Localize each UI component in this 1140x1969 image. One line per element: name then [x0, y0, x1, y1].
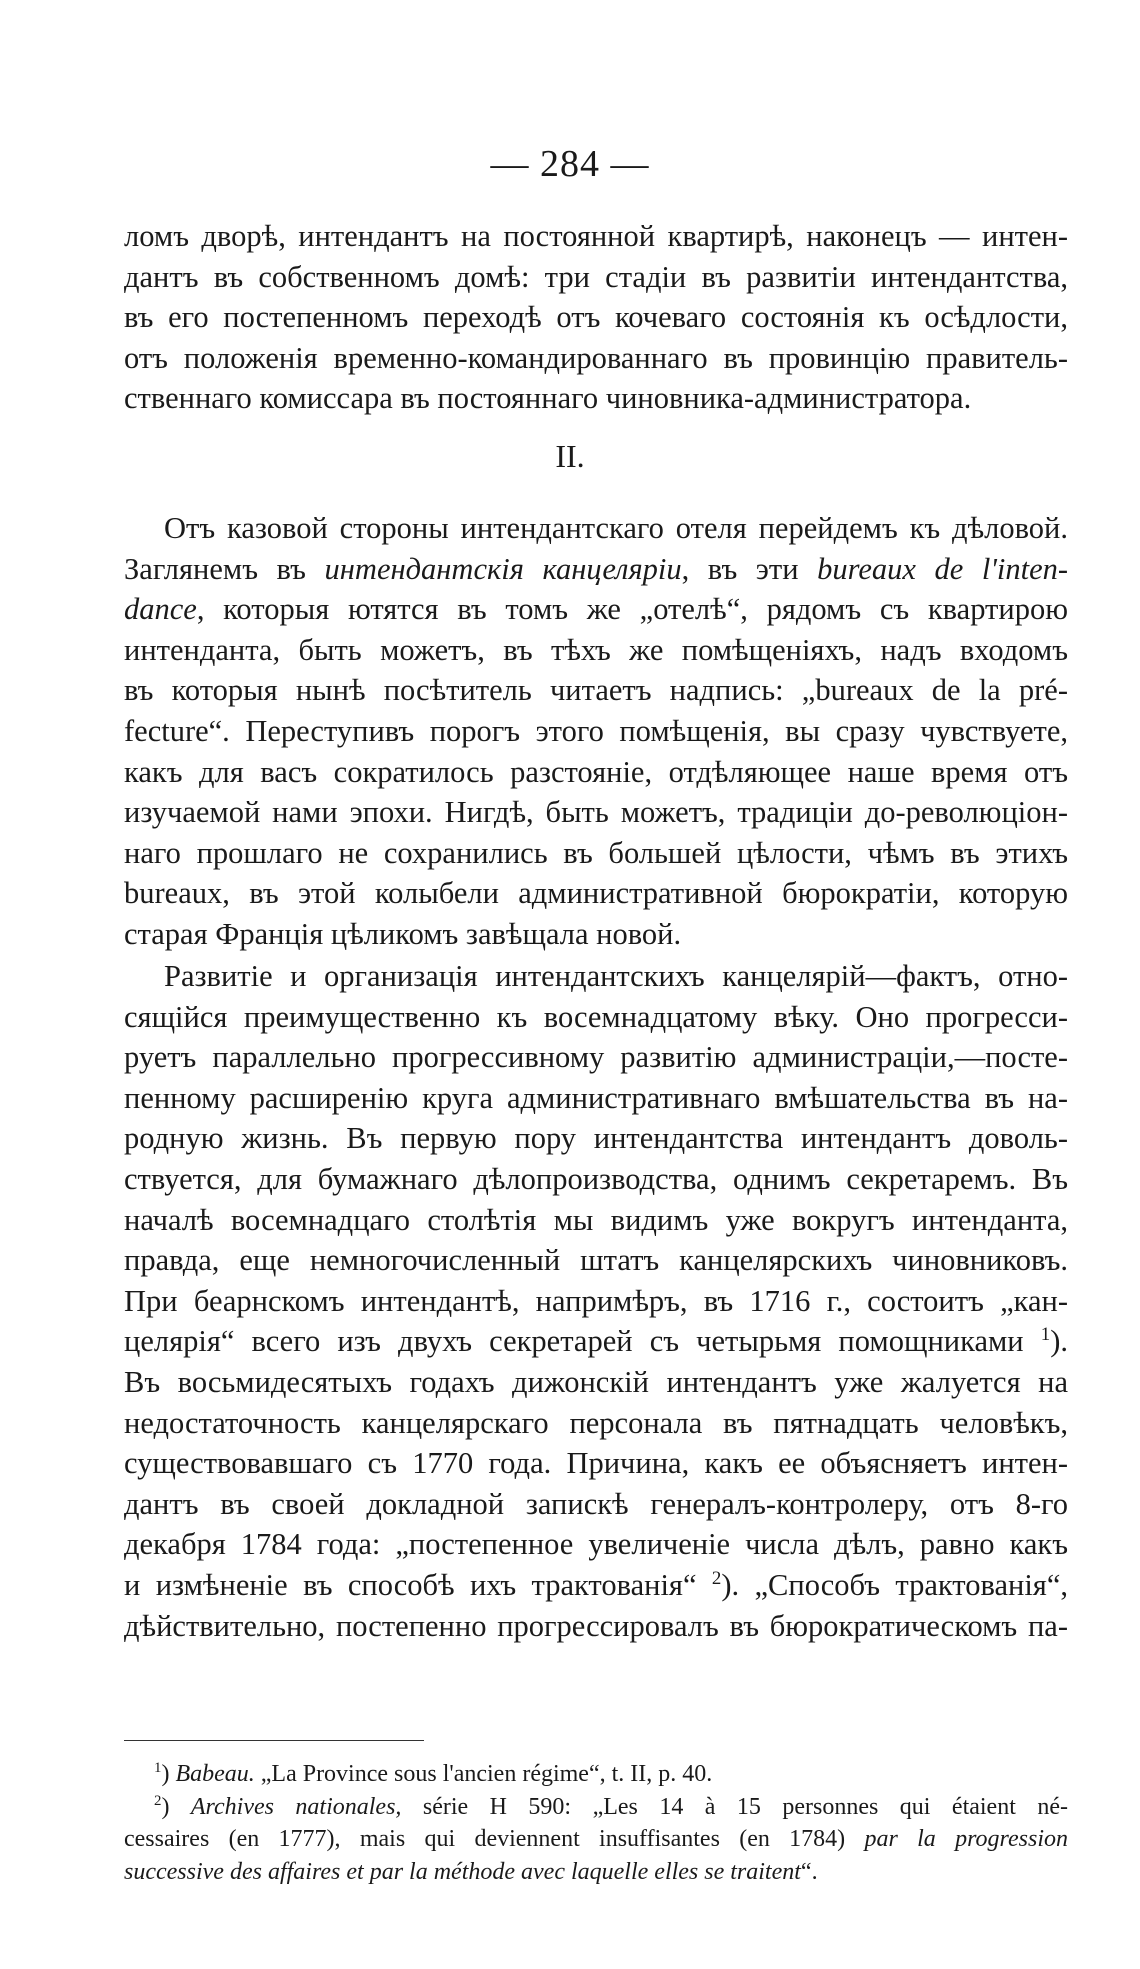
footnote-divider: [124, 1740, 424, 1741]
text-line: ственнаго комиссара въ постояннаго чиновника-администратора.: [124, 381, 972, 416]
text-line: старая Франція цѣликомъ завѣщала новой.: [124, 916, 682, 951]
text-line: началѣ восемнадцаго столѣтія мы видимъ уже вокругъ интенданта,: [124, 1202, 1068, 1237]
text-line: ломъ дворѣ, интендантъ на постоянной квартирѣ, наконецъ — интен-: [124, 219, 1068, 253]
text-line: руетъ параллельно прогрессивному развитію администраціи,—посте-: [124, 1040, 1068, 1075]
text-line: какъ для васъ сократилось разстояніе, отдѣляющее наше время отъ: [124, 754, 1068, 789]
text-line: ствуется, для бумажнаго дѣлопроизводства, однимъ секретаремъ. Въ: [124, 1161, 1068, 1196]
text-line: недостаточность канцелярскаго персонала въ пятнадцать человѣкъ,: [124, 1405, 1068, 1440]
text-line: существовавшаго съ 1770 года. Причина, какъ ее объясняетъ интен-: [124, 1446, 1068, 1481]
text-line: изучаемой нами эпохи. Нигдѣ, быть можетъ, традиціи до-революціон-: [124, 795, 1068, 830]
text-line: Развитіе и организація интендантскихъ канцелярій—фактъ, отно-: [164, 959, 1068, 993]
text-line: Въ восьмидесятыхъ годахъ дижонскій интендантъ уже жалуется на: [124, 1364, 1068, 1399]
footnote-author: Babeau.: [175, 1761, 255, 1787]
section-heading: II.: [555, 438, 585, 474]
text-line: правда, еще немногочисленный штатъ канцелярскихъ чиновниковъ.: [124, 1243, 1068, 1278]
text-line: и измѣненіе въ способѣ ихъ трактованія“ $^2$). „Способъ трактованія“,: [124, 1567, 1068, 1602]
page-number: — 284 —: [490, 143, 650, 185]
paragraph-2: [124, 508, 1068, 955]
footnote-ref: 1: [1040, 1324, 1051, 1346]
text-line: Отъ казовой стороны интендантскаго отеля перейдемъ къ дѣловой.: [164, 511, 1068, 545]
footnotes: [124, 1758, 1068, 1888]
text-line: При беарнскомъ интендантѣ, напримѣръ, въ 1716 г., состоитъ „кан-: [124, 1283, 1068, 1318]
italic-term: dance: [124, 592, 197, 627]
footnote-mark: 2: [154, 1792, 162, 1809]
text-line: декабря 1784 года: „постепенное увеличеніе числа дѣлъ, равно какъ: [124, 1527, 1068, 1562]
text-line: дѣйствительно, постепенно прогрессировалъ въ бюрократическомъ па-: [124, 1608, 1068, 1643]
text-line: отъ положенія временно-командированнаго въ провинцію правитель-: [124, 340, 1068, 375]
text-line: дантъ въ собственномъ домѣ: три стадіи въ развитіи интендантства,: [124, 259, 1068, 294]
footnote-1: $^1$) Babeau. „La Province sous l'ancien régime“, t. II, p. 40.: [154, 1760, 713, 1787]
paragraph-3: [124, 956, 1068, 1646]
footnote-source: Archives nationales,: [190, 1793, 402, 1820]
text-line: fecture“. Переступивъ порогъ этого помѣщенія, вы сразу чувствуете,: [124, 713, 1068, 748]
text-line: сящійся преимущественно къ восемнадцатому вѣку. Оно прогресси-: [124, 999, 1068, 1034]
italic-term: интендантскія канцеляріи: [324, 551, 682, 586]
text-line: дантъ въ своей докладной запискѣ генералъ-контролеру, отъ 8-го: [124, 1486, 1068, 1521]
footnote-2: $^2$) Archives nationales, série H 590: „Les 14 à 15 personnes qui étaient né-: [154, 1792, 1068, 1820]
text-line: dance, которыя ютятся въ томъ же „отелѣ“, рядомъ съ квартирою: [124, 592, 1068, 627]
footnote-2-line: successive des affaires et par la méthode avec laquelle elles se traitent“.: [124, 1858, 818, 1885]
text-line: пенному расширенію круга административнаго вмѣшательства въ на-: [124, 1080, 1068, 1115]
text-line: въ которыя нынѣ посѣтитель читаетъ надпись: „bureaux de la pré-: [124, 673, 1068, 708]
text-line: родную жизнь. Въ первую пору интендантства интендантъ доволь-: [124, 1121, 1068, 1156]
footnote-ref: 2: [711, 1567, 722, 1589]
text-line: Заглянемъ въ интендантскія канцеляріи, въ эти bureaux de l'inten-: [124, 551, 1069, 586]
text-line: целярія“ всего изъ двухъ секретарей съ четырьмя помощниками $^1$).: [124, 1324, 1068, 1359]
footnote-mark: 1: [154, 1760, 162, 1776]
text-line: интенданта, быть можетъ, въ тѣхъ же помѣщеніяхъ, надъ входомъ: [124, 632, 1068, 667]
paragraph-continuation: [124, 216, 1068, 419]
footnote-2-line: cessaires (en 1777), mais qui deviennent insuffisantes (en 1784) par la progression: [124, 1826, 1069, 1852]
text-line: bureaux, въ этой колыбели административной бюрократіи, которую: [124, 876, 1068, 911]
italic-term: bureaux de l'inten-: [817, 551, 1069, 586]
text-line: наго прошлаго не сохранились въ большей цѣлости, чѣмъ въ этихъ: [124, 835, 1068, 870]
text-line: въ его постепенномъ переходѣ отъ кочеваго состоянія къ осѣдлости,: [124, 300, 1068, 335]
